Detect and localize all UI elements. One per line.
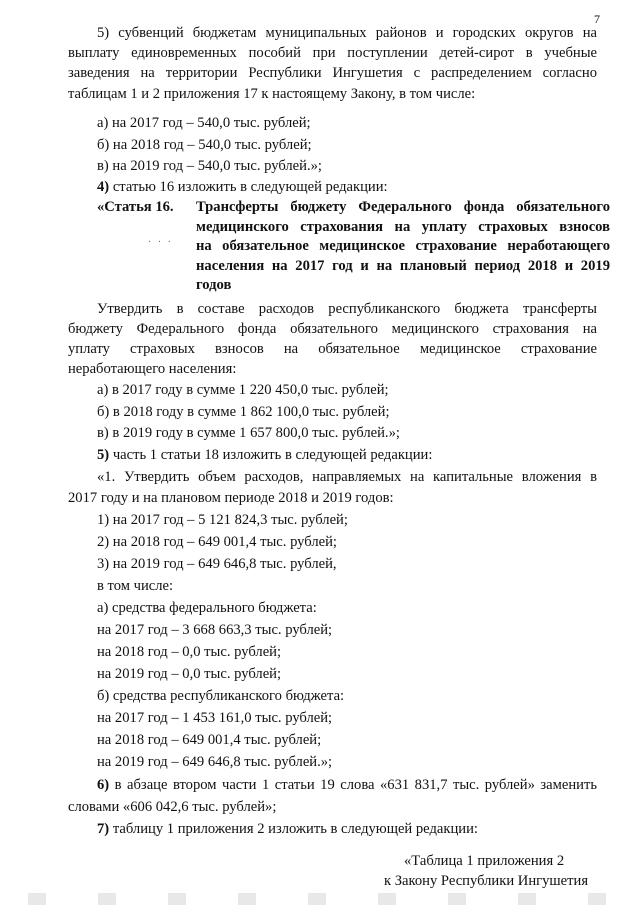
- item7-line: [97, 820, 478, 840]
- article16-item-a: а) в 2017 году в сумме 1 220 450,0 тыс. рублей;: [97, 382, 389, 398]
- item7-text: таблицу 1 приложения 2 изложить в следующей редакции:: [109, 821, 478, 837]
- para5-line-2: выплату единовременных пособий при поступлении детей-сирот в учебные: [68, 45, 597, 61]
- item6-line-1: [97, 776, 597, 796]
- article18-republic-2019: на 2019 год – 649 646,8 тыс. рублей.»;: [97, 754, 333, 770]
- article16-body-line-3: уплату страховых взносов на обязательное медицинское страхование: [68, 341, 597, 357]
- para5-line-3: заведения на территории Республики Ингушетия с распределением согласно: [68, 65, 597, 81]
- item4-line: [97, 178, 388, 198]
- para5-item-c: в) на 2019 год – 540,0 тыс. рублей.»;: [97, 158, 322, 174]
- article16-title: [196, 198, 610, 296]
- article16-title-line-1: Трансферты бюджету Федерального фонда обязательного: [196, 199, 610, 215]
- article18-item-1: 1) на 2017 год – 5 121 824,3 тыс. рублей;: [97, 512, 348, 528]
- para5-line-4: таблицам 1 и 2 приложения 17 к настоящему Закону, в том числе:: [68, 86, 476, 102]
- article18-federal-2018: на 2018 год – 0,0 тыс. рублей;: [97, 644, 282, 660]
- article18-line-1: «1. Утвердить объем расходов, направляемых на капитальные вложения в: [97, 469, 597, 485]
- item5-line: [97, 446, 432, 466]
- article16-body-line-4: неработающего населения:: [68, 361, 237, 377]
- article16-item-c: в) в 2019 году в сумме 1 657 800,0 тыс. рублей.»;: [97, 425, 400, 441]
- article18-republic-2017: на 2017 год – 1 453 161,0 тыс. рублей;: [97, 710, 333, 726]
- para5-item-a: а) на 2017 год – 540,0 тыс. рублей;: [97, 115, 311, 131]
- para5-line-1: 5) субвенций бюджетам муниципальных районов и городских округов на: [97, 25, 597, 41]
- article16-title-line-3: на обязательное медицинское страхование неработающего: [196, 238, 610, 255]
- table-ref-line-1: «Таблица 1 приложения 2: [404, 853, 565, 869]
- item5-text: часть 1 статьи 18 изложить в следующей редакции:: [109, 447, 433, 463]
- item6-text: в абзаце втором части 1 статьи 19 слова «631 831,7 тыс. рублей» заменить: [109, 777, 597, 793]
- article18-federal-2017: на 2017 год – 3 668 663,3 тыс. рублей;: [97, 622, 333, 638]
- item6-line-2: словами «606 042,6 тыс. рублей»;: [68, 799, 277, 815]
- article18-including: в том числе:: [97, 578, 174, 594]
- scan-bottom-edge: [0, 893, 640, 905]
- item4-number: 4): [97, 179, 110, 195]
- article16-item-b: б) в 2018 году в сумме 1 862 100,0 тыс. рублей;: [97, 404, 390, 420]
- article18-federal-2019: на 2019 год – 0,0 тыс. рублей;: [97, 666, 282, 682]
- article16-head: «Статья 16.: [97, 199, 174, 215]
- item6-number: 6): [97, 777, 110, 793]
- article16-title-line-4: населения на 2017 год и на плановый период 2018 и 2019: [196, 257, 610, 274]
- item5-number: 5): [97, 447, 110, 463]
- item4-text: статью 16 изложить в следующей редакции:: [109, 179, 388, 195]
- article16-body-line-1: Утвердить в составе расходов республиканского бюджета трансферты: [97, 301, 597, 317]
- article18-republic-head: б) средства республиканского бюджета:: [97, 688, 345, 704]
- article18-line-2: 2017 году и на плановом периоде 2018 и 2019 годов:: [68, 490, 394, 506]
- item7-number: 7): [97, 821, 110, 837]
- para5-item-b: б) на 2018 год – 540,0 тыс. рублей;: [97, 137, 312, 153]
- article16-title-line-5: годов: [196, 277, 232, 294]
- page-number: 7: [594, 12, 600, 26]
- article18-federal-head: а) средства федерального бюджета:: [97, 600, 317, 616]
- article16-body-line-2: бюджету Федерального фонда обязательного медицинского страхования на: [68, 321, 597, 337]
- table-ref-line-2: к Закону Республики Ингушетия: [384, 873, 589, 889]
- article18-item-2: 2) на 2018 год – 649 001,4 тыс. рублей;: [97, 534, 337, 550]
- article18-item-3: 3) на 2019 год – 649 646,8 тыс. рублей,: [97, 556, 337, 572]
- article18-republic-2018: на 2018 год – 649 001,4 тыс. рублей;: [97, 732, 322, 748]
- scan-speck: · · ·: [148, 237, 173, 248]
- article16-title-line-2: медицинского страхования на уплату страховых взносов: [196, 218, 610, 235]
